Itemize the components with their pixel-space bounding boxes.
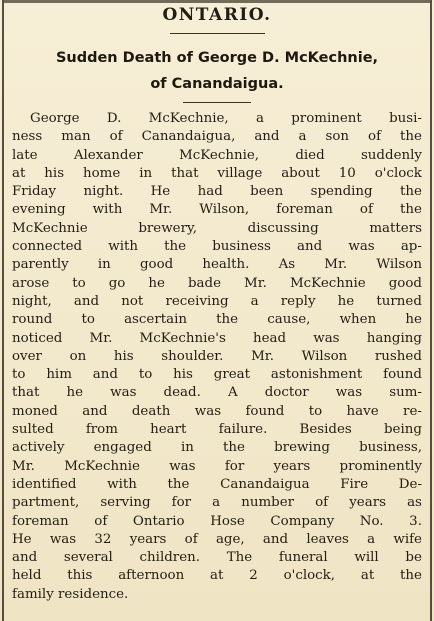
article-line: at his home in that village about 10 o'clock [12,165,422,181]
article-line: night, and not receiving a reply he turned [12,293,422,309]
article-line: that he was dead. A doctor was sum- [12,385,422,401]
article-line: foreman of Ontario Hose Company No. 3. [12,513,422,529]
article-line: arose to go he bade Mr. McKechnie good [12,275,422,291]
article-line: sulted from heart failure. Besides being [12,422,422,438]
article-line: identified with the Canandaigua Fire De- [12,476,422,492]
article-line: parently in good health. As Mr. Wilson [12,257,422,273]
article-body [12,110,422,604]
divider-rule [183,102,251,103]
article-line: actively engaged in the brewing business, [12,440,422,456]
section-heading: ONTARIO. [162,5,272,25]
article-line: round to ascertain the cause, when he [12,312,422,328]
article-line: partment, serving for a number of years as [12,495,422,511]
divider-rule [170,33,265,34]
article-line: ness man of Canandaigua, and a son of the [12,129,422,145]
article-line: held this afternoon at 2 o'clock, at the [12,568,422,584]
article-line: Mr. McKechnie was for years prominently [12,458,422,474]
article-line: Friday night. He had been spending the [12,184,422,200]
article-line: connected with the business and was ap- [12,239,422,255]
article-line: and several children. The funeral will be [12,550,422,566]
top-rule [4,0,430,3]
article-line: late Alexander McKechnie, died suddenly [12,147,422,163]
article-line: family residence. [12,586,129,602]
article-line: moned and death was found to have re- [12,403,422,419]
headline-line: of Canandaigua. [150,76,284,92]
article-line: evening with Mr. Wilson, foreman of the [12,202,422,218]
article-line: He was 32 years of age, and leaves a wife [12,531,422,547]
article-line: to him and to his great astonishment found [12,367,422,383]
article-line: George D. McKechnie, a prominent busi- [30,111,422,126]
article-headline [0,45,434,97]
article-line: noticed Mr. McKechnie's head was hanging [12,330,422,346]
article-line: over on his shoulder. Mr. Wilson rushed [12,348,422,364]
headline-line: Sudden Death of George D. McKechnie, [55,50,379,66]
article-line: McKechnie brewery, discussing matters [12,220,422,236]
